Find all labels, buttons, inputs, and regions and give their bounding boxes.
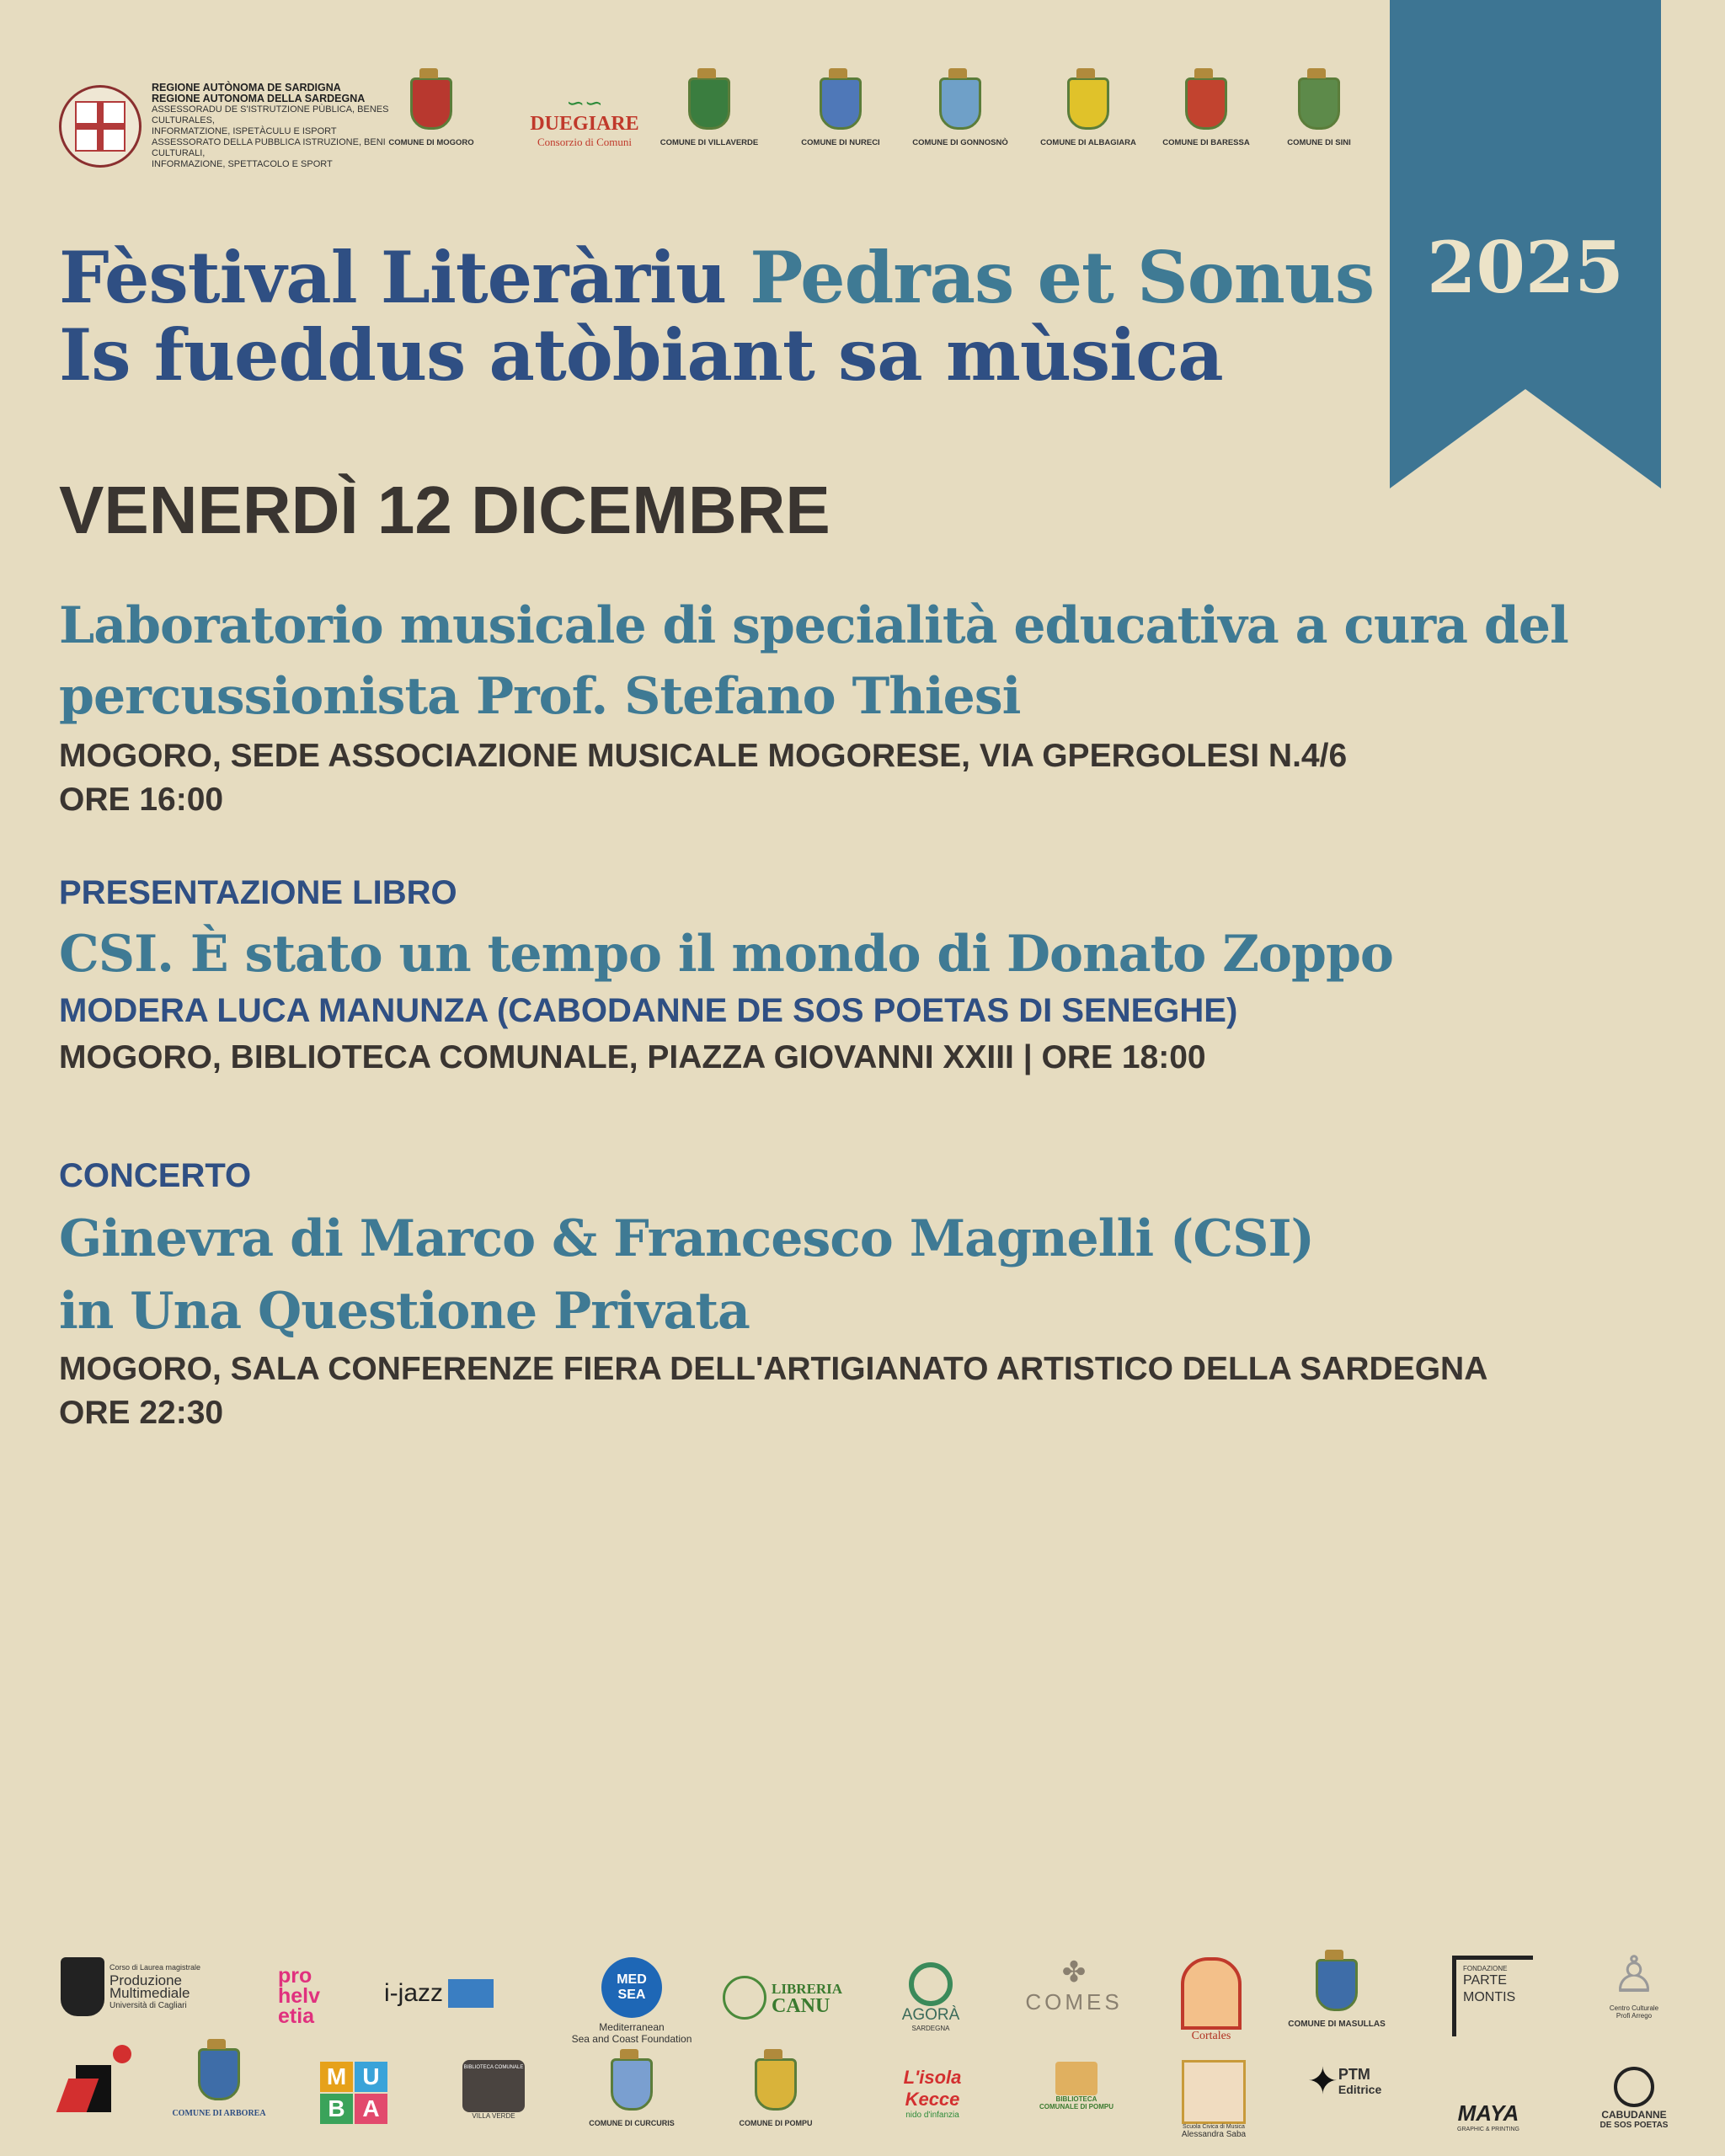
comune-albagiara-label: COMUNE DI ALBAGIARA: [1040, 138, 1136, 147]
film-camera-icon: [61, 1957, 104, 2016]
libreria-line2: CANU: [772, 1995, 830, 2017]
ijazz-icon: [448, 1979, 494, 2008]
isola-kecce-sub: nido d'infanzia: [905, 2111, 959, 2120]
sini-crest-icon: [1298, 77, 1340, 130]
region-assessorato-3: ASSESSORATO DELLA PUBBLICA ISTRUZIONE, BENI CULTURALI,: [152, 137, 386, 158]
festival-subtitle: Is fueddus atòbiant sa mùsica: [59, 313, 1223, 397]
region-name-sardinian: REGIONE AUTÒNOMA DE SARDIGNA: [152, 82, 341, 93]
event1-title-line2: percussionista Prof. Stefano Thiesi: [59, 667, 1021, 726]
event2-title: CSI. È stato un tempo il mondo di Donato Zoppo: [59, 925, 1393, 984]
masullas-crest-icon: [1316, 1959, 1358, 2011]
arborea-crest-icon: [198, 2048, 240, 2100]
portrait-icon: [1182, 2060, 1246, 2124]
event3-title-line1: Ginevra di Marco & Francesco Magnelli (CSI): [59, 1209, 1314, 1268]
muba-m: M: [320, 2062, 353, 2092]
comune-mogoro-label: COMUNE DI MOGORO: [388, 138, 474, 147]
libreria-line1: LIBRERIA: [772, 1981, 843, 1997]
ijazz-logo: [384, 1979, 519, 2008]
comune-masullas-logo: [1282, 1959, 1391, 2029]
unica-line1: Corso di Laurea magistrale: [109, 1963, 201, 1972]
festival-title: [59, 236, 1374, 319]
nureci-crest-icon: [820, 77, 862, 130]
festival-title-part1: Fèstival Literàriu: [59, 236, 750, 319]
event1-title-line1: Laboratorio musicale di specialità educativa a cura del: [59, 596, 1568, 655]
comune-mogoro-logo: [381, 77, 482, 147]
muba-a: A: [355, 2094, 387, 2124]
maya-name: MAYA: [1457, 2100, 1519, 2126]
unica-line4: Università di Cagliari: [109, 2001, 187, 2010]
saba-line1: Scuola Civica di Musica: [1183, 2124, 1245, 2130]
muba-u: U: [355, 2062, 387, 2092]
parte-montis-line3: MONTIS: [1463, 1990, 1516, 2004]
masullas-label: COMUNE DI MASULLAS: [1288, 2020, 1386, 2029]
region-assessorato-1: ASSESSORADU DE S'ISTRUTZIONE PÙBLICA, BENES CULTURALES,: [152, 104, 389, 125]
isola-kecce-logo: [878, 2067, 987, 2120]
region-assessorato-2: INFORMATZIONE, ISPETÀCULU E ISPORT: [152, 126, 337, 136]
curcuris-label: COMUNE DI CURCURIS: [589, 2119, 675, 2127]
comune-gonnosno-logo: [910, 77, 1011, 147]
muba-b: B: [320, 2094, 353, 2124]
comune-baressa-logo: [1156, 77, 1257, 147]
duegiare-sub: Consorzio di Comuni: [537, 136, 632, 148]
comune-albagiara-logo: [1038, 77, 1139, 147]
duegiare-logo: [529, 90, 640, 149]
saba-line2: Alessandra Saba: [1181, 2130, 1247, 2139]
cabudanne-logo: [1592, 2067, 1676, 2130]
maya-logo: [1442, 2100, 1535, 2132]
book-icon: BIBLIOTECA COMUNALE: [462, 2060, 525, 2112]
biblioteca-villaverde-logo: [455, 2060, 532, 2120]
agora-icon: [909, 1962, 953, 2006]
event2-place-time: MOGORO, BIBLIOTECA COMUNALE, PIAZZA GIOVANNI XXIII | ORE 18:00: [59, 1039, 1206, 1075]
duegiare-name: DUEGIARE: [530, 113, 639, 135]
biblioteca-pompu-logo: [1034, 2062, 1119, 2111]
prohelvetia-line1: pro: [278, 1964, 312, 1988]
prohelvetia-line3: etia: [278, 2004, 315, 2028]
libreria-canu-icon: [723, 1976, 766, 2020]
comune-nureci-logo: [790, 77, 891, 147]
event3-place: MOGORO, SALA CONFERENZE FIERA DELL'ARTIGIANATO ARTISTICO DELLA SARDEGNA: [59, 1351, 1488, 1387]
cabudanne-line2: DE SOS POETAS: [1599, 2121, 1669, 2130]
cabudanne-line1: CABUDANNE: [1601, 2109, 1667, 2121]
figure-silhouette-icon: ♙: [1611, 1946, 1657, 2003]
event3-title-line2: in Una Questione Privata: [59, 1282, 750, 1341]
comune-villaverde-label: COMUNE DI VILLAVERDE: [660, 138, 759, 147]
comune-gonnosno-label: COMUNE DI GONNOSNÒ: [912, 138, 1008, 147]
scuola-civica-saba-logo: [1167, 2060, 1260, 2139]
comes-logo: [1019, 1956, 1129, 2015]
agora-logo: [893, 1962, 969, 2032]
pro-helvetia-logo: [278, 1966, 345, 2026]
centro-culturale-logo: [1600, 1945, 1668, 2020]
biblio-pompu-line2: COMUNALE DI POMPU: [1039, 2103, 1114, 2111]
comune-nureci-label: COMUNE DI NURECI: [801, 138, 880, 147]
comune-arborea-logo: [168, 2048, 270, 2118]
ptm-figure-icon: ✦: [1307, 2061, 1338, 2102]
event2-kind: PRESENTAZIONE LIBRO: [59, 874, 457, 911]
muba-logo: [320, 2062, 387, 2124]
agora-sub: SARDEGNA: [911, 2025, 950, 2032]
medsea-line2: Sea and Coast Foundation: [571, 2033, 692, 2045]
red-black-figure-logo: [62, 2045, 135, 2119]
four-moors-crest-icon: [59, 85, 142, 168]
books-stack-icon: [1055, 2062, 1097, 2095]
regione-sardegna-logo: [59, 84, 413, 168]
arborea-label: COMUNE DI ARBOREA: [172, 2109, 266, 2118]
comune-baressa-label: COMUNE DI BARESSA: [1162, 138, 1250, 147]
festival-title-part2: Pedras et Sonus: [750, 236, 1375, 319]
event1-time: ORE 16:00: [59, 782, 224, 818]
baressa-crest-icon: [1185, 77, 1227, 130]
biblio-pompu-line1: BIBLIOTECA: [1055, 2095, 1097, 2103]
biblioteca-villa-label: VILLA VERDE: [472, 2112, 515, 2120]
region-assessorato-4: INFORMAZIONE, SPETTACOLO E SPORT: [152, 159, 333, 169]
parte-montis-line1: FONDAZIONE: [1463, 1965, 1508, 1972]
maya-sub: GRAPHIC & PRINTING: [1457, 2127, 1519, 2132]
comes-label: COMES: [1025, 1989, 1123, 2015]
event2-moderator: MODERA LUCA MANUNZA (CABODANNE DE SOS POETAS DI SENEGHE): [59, 992, 1238, 1029]
ptm-editrice-logo: [1307, 2063, 1391, 2100]
ijazz-label: i-jazz: [384, 1979, 444, 2007]
isola-kecce-name: L'isola Kecce: [903, 2067, 962, 2110]
comune-sini-label: COMUNE DI SINI: [1287, 138, 1351, 147]
prohelvetia-line2: helv: [278, 1984, 321, 2008]
event3-kind: CONCERTO: [59, 1157, 252, 1194]
pompu-label: COMUNE DI POMPU: [739, 2119, 813, 2127]
unica-multimedia-logo: [61, 1957, 204, 2016]
albagiara-crest-icon: [1067, 77, 1109, 130]
pompu-crest-icon: [755, 2058, 797, 2111]
ptm-line2: Editrice: [1338, 2083, 1382, 2096]
unica-line2: Produzione: [109, 1972, 183, 1988]
comune-villaverde-logo: [659, 77, 760, 147]
cortales-door-icon: [1181, 1957, 1242, 2030]
cortales-label: Cortales: [1191, 2030, 1231, 2042]
unica-line3: Multimediale: [109, 1985, 190, 2001]
parte-montis-line2: PARTE: [1463, 1973, 1507, 1988]
mogoro-crest-icon: [410, 77, 452, 130]
event-date: VENERDÌ 12 DICEMBRE: [59, 472, 830, 547]
comune-pompu-logo: [729, 2058, 822, 2127]
comune-curcuris-logo: [581, 2058, 682, 2127]
medsea-circle-icon: MED SEA: [601, 1957, 662, 2018]
event3-time: ORE 22:30: [59, 1395, 224, 1431]
event1-place: MOGORO, SEDE ASSOCIAZIONE MUSICALE MOGORESE, VIA GPERGOLESI N.4/6: [59, 738, 1348, 774]
comune-sini-logo: [1268, 77, 1370, 147]
agora-name: AGORÀ: [901, 2006, 960, 2024]
gonnosno-crest-icon: [939, 77, 981, 130]
cortales-logo: [1181, 1957, 1242, 2043]
cabudanne-icon: [1614, 2067, 1654, 2107]
medsea-line1: Mediterranean: [599, 2021, 665, 2033]
medsea-logo: [564, 1957, 699, 2045]
ptm-line1: PTM: [1338, 2066, 1370, 2083]
curcuris-crest-icon: [611, 2058, 653, 2111]
parte-montis-logo: [1452, 1956, 1533, 2036]
duegiare-icon: ∽∽: [566, 90, 603, 115]
centro-line2: Profi Arrego: [1616, 2012, 1653, 2020]
region-name-italian: REGIONE AUTONOMA DELLA SARDEGNA: [152, 93, 366, 104]
villaverde-crest-icon: [688, 77, 730, 130]
centro-line1: Centro Culturale: [1609, 2004, 1659, 2012]
libreria-canu-logo: [723, 1976, 841, 2020]
comes-icon: ✤: [1061, 1956, 1087, 1988]
year-label: 2025: [1427, 226, 1624, 309]
